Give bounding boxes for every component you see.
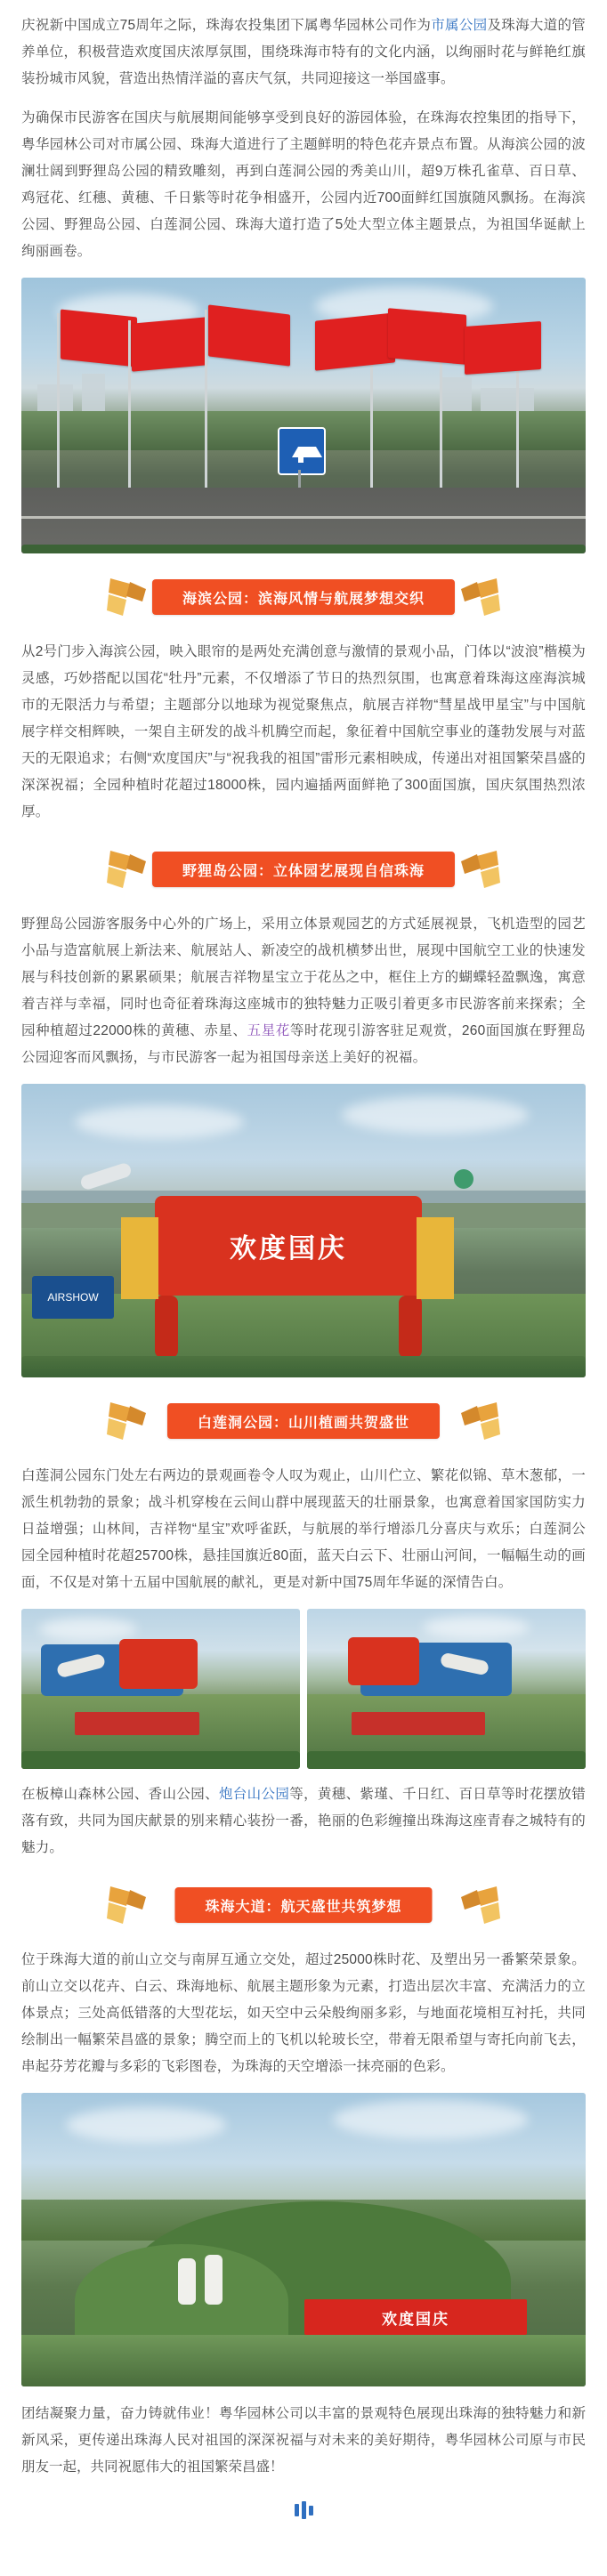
cloud-shape (342, 1096, 529, 1134)
ribbon-right-icon (459, 847, 500, 892)
text-run: 野狸岛公园游客服务中心外的广场上，采用立体景观园艺的方式延展视景，飞机造型的园艺小品与造富航展上新法来、航展站人、新凌空的战机横梦出世，展现中国航空工业的快速发展与科技创新的累累硕果；航展吉祥物星宝立于花丛之中，框住上方的蝴蝶轻盈飘逸，寓意着吉祥与幸福，同时也奇征着珠海这座城市的独特魅力正吸引着更多市民游客前来探索；全园种植超过22000株的黄穗、赤星、 (21, 917, 586, 1038)
sculpture-accent (119, 1639, 198, 1689)
paragraph-intro-2 (0, 105, 607, 265)
sculpture-accent (417, 1217, 454, 1299)
sculpture-leg (399, 1296, 422, 1358)
banner-pill (152, 579, 455, 615)
decor-shape (454, 1169, 473, 1189)
paragraph-intro-1 (0, 12, 607, 93)
cloud-shape (75, 1105, 244, 1139)
airplane-shape (79, 1161, 133, 1191)
figure-shape (178, 2258, 196, 2305)
intro-block (0, 0, 607, 265)
section-title: 海滨公园：滨海风情与航展梦想交织 (182, 591, 425, 607)
national-flag (132, 317, 206, 371)
ribbon-right-icon (459, 1883, 500, 1927)
link-city-parks[interactable]: 市属公园 (431, 18, 488, 33)
image-pair-bailiandong (0, 1609, 607, 1769)
paragraph-section-bailiandong (0, 1463, 607, 1596)
national-flag (315, 312, 395, 370)
image-container-seaside (0, 278, 607, 553)
image-container-avenue (0, 2093, 607, 2386)
banner-pill (152, 852, 455, 887)
banner-pill (174, 1887, 432, 1923)
paragraph-section-seaside (0, 639, 607, 826)
photo-bailiandong-left (21, 1609, 300, 1769)
text-run-highlight: 五星花 (247, 1023, 290, 1038)
flagpole (57, 313, 60, 500)
roadway (21, 488, 586, 553)
national-flag (61, 309, 137, 367)
link-paotaishan-park[interactable]: 炮台山公园 (218, 1787, 290, 1802)
section-banner-avenue (21, 1881, 586, 1929)
text-run: 位于珠海大道的前山立交与南屏互通立交处，超过25000株时花、及塑出另一番繁荣景象。前山立交以花卉、白云、珠海地标、航展主题形象为元素，打造出层次丰富、充满活力的立体景点；三处高低错落的大型花坛，如天空中云朵般绚丽多彩，与地面花境相互衬托，共同绘制出一幅繁荣昌盛的景象；腾空而上的飞机以轮玻长空，带着无限希望与寄托向前飞去，串起芬芳花瓣与多彩的飞彩图卷，为珠海的天空增添一抹亮丽的色彩。 (21, 1952, 586, 2074)
cloud-shape (333, 2100, 529, 2139)
photo-zhuhai-avenue (21, 2093, 586, 2386)
hedge-row (21, 1751, 300, 1769)
national-flag (388, 308, 466, 365)
image-container-yeliisland (0, 1084, 607, 1377)
hedge-row (307, 1751, 586, 1769)
text-run: 字样交相辉映，一架自主研发的战斗机腾空而起，象征着中国航空事业的蓬勃发展与对蓝天的无限追求；右侧“欢度国庆”与“祝我我的祖国”雷形元素相映成，传递出对祖国繁荣昌盛的深深祝福；全园种植时花超过18000株，园内遍插两面鲜艳了300面国旗，国庆氛围热烈浓厚。 (21, 724, 586, 820)
sculpture-text: 欢度国庆 (230, 1234, 347, 1264)
ribbon-right-icon (459, 1399, 500, 1443)
text-run: 及珠海大道的管养单位，积极营造欢度国庆浓厚氛围，围绕珠海市特有的文化内涵，以绚丽时花与鲜艳红旗装扮城市风貌，营造出热情洋溢的喜庆气氛，共同迎接这一举国盛事。 (21, 18, 586, 86)
ribbon-left-icon (107, 1399, 148, 1443)
ribbon-left-icon (107, 1883, 148, 1927)
footer-bars-icon (0, 2490, 607, 2531)
red-banner (75, 1712, 199, 1735)
section-banner-yeliisland (21, 845, 586, 893)
text-run: 等，黄穗、紫瑾、千日红、百日草等时花摆放错落有致，共同为国庆献景的别来精心装扮一番，艳丽的色彩缠撞出珠海这座青春之城特有的魅力。 (21, 1787, 586, 1855)
national-flag (208, 304, 290, 366)
road-marking (21, 516, 586, 519)
cloud-shape (66, 2107, 226, 2143)
text-run: 等时花现引游客驻足观赏，260面国旗在野狸岛公园迎客而风飘扬，与市民游客一起为祖国母亲送上美好的祝福。 (21, 1023, 587, 1065)
airshow-sign: AIRSHOW (32, 1276, 114, 1319)
cloud-shape (423, 1616, 530, 1639)
ribbon-right-icon (459, 575, 500, 619)
sculpture-accent (121, 1217, 158, 1299)
section-banner-seaside (21, 573, 586, 621)
text-run: “波浪” (506, 644, 544, 659)
paragraph-section-avenue (0, 1947, 607, 2080)
section-title: 野狸岛公园：立体园艺展现自信珠海 (182, 863, 425, 879)
text-run: 在板樟山森林公园、香山公园、 (21, 1787, 219, 1802)
text-run: 为确保市民游客在国庆与航展期间能够享受到良好的游园体验，在珠海农控集团的指导下，粤华园林公司对市属公园、珠海大道进行了主题鲜明的特色花卉景点布置。从海滨公园的波澜壮阔到野狸岛公园的精致雕刻，再到白莲洞公园的秀美山川，超9万株孔雀草、百日草、鸡冠花、红穗、黄穗、千日紫等时花争相盛开，公园内近700面鲜红国旗随风飘扬。在海滨公园、野狸岛公园、白莲洞公园、珠海大道打造了5处大型立体主题景点，为祖国华诞献上绚丽画卷。 (21, 110, 586, 259)
text-run: 团结凝聚力量，奋力铸就伟业！粤华园林公司以丰富的景观特色展现出珠海的独特魅力和新新风采，更传递出珠海人民对祖国的深深祝福与对未来的美好期待，粤华园林公司原与市民朋友一起，共同祝愿伟大的祖国繁荣昌盛！ (21, 2406, 586, 2475)
hedge-row (21, 545, 586, 553)
text-run: 楷模为灵感，巧妙搭配以国花“牡丹”元素，不仅增添了节日的热烈氛围，也寓意着珠海这座海滨城市的无限活力与希望；主题部分以地球为视觉聚焦点，航展吉祥物“彗星战甲星宝”与中国航展 (21, 644, 586, 739)
text-run: 从2号门步入海滨公园，映入眼帘的是两处充满创意与激情的景观小品，门体以 (21, 644, 506, 659)
flagpole (128, 320, 131, 498)
banner-pill (167, 1403, 440, 1439)
flower-bed (21, 1356, 586, 1377)
sculpture-accent (348, 1637, 419, 1685)
ribbon-left-icon (107, 847, 148, 892)
text-run: 白莲洞公园东门处左右两边的景观画卷令人叹为观止，山川伫立、繁花似锦、草木葱郁，一派生机勃勃的景象；战斗机穿梭在云间山群中展现蓝天的壮丽景象，也寓意着国家国防实力日益增强；山林间，吉祥物“星宝”欢呼雀跃，与航展的举行增添几分喜庆与欢乐；白莲洞公园全园种植时花超25700株，悬挂国旗近80面，蓝天白云下、壮丽山河间，一幅幅生动的画面，不仅是对第十五届中国航展的献礼，更是对新中国75周年华诞的深情告白。 (21, 1468, 586, 1590)
section-title: 白莲洞公园：山川植画共贺盛世 (197, 1415, 410, 1431)
paragraph-closing (0, 2401, 607, 2481)
lawn (21, 2335, 586, 2386)
photo-seaside-flags (21, 278, 586, 553)
cloud-shape (39, 1618, 137, 1641)
red-banner (352, 1712, 485, 1735)
road-sign-icon (278, 427, 326, 475)
flagpole (205, 310, 207, 498)
ribbon-left-icon (107, 575, 148, 619)
paragraph-other-parks (0, 1781, 607, 1861)
national-flag (465, 321, 541, 375)
red-banner-text: 欢度国庆 (382, 2310, 449, 2328)
photo-yeliisland-dragon (21, 1084, 586, 1377)
paragraph-section-yeliisland (0, 911, 607, 1071)
figure-shape (205, 2255, 223, 2305)
section-title: 珠海大道：航天盛世共筑梦想 (205, 1899, 402, 1915)
photo-bailiandong-right (307, 1609, 586, 1769)
text-run: 庆祝新中国成立75周年之际，珠海农投集团下属粤华园林公司作为 (21, 18, 432, 33)
sculpture-leg (155, 1296, 178, 1358)
section-banner-bailiandong (21, 1397, 586, 1445)
